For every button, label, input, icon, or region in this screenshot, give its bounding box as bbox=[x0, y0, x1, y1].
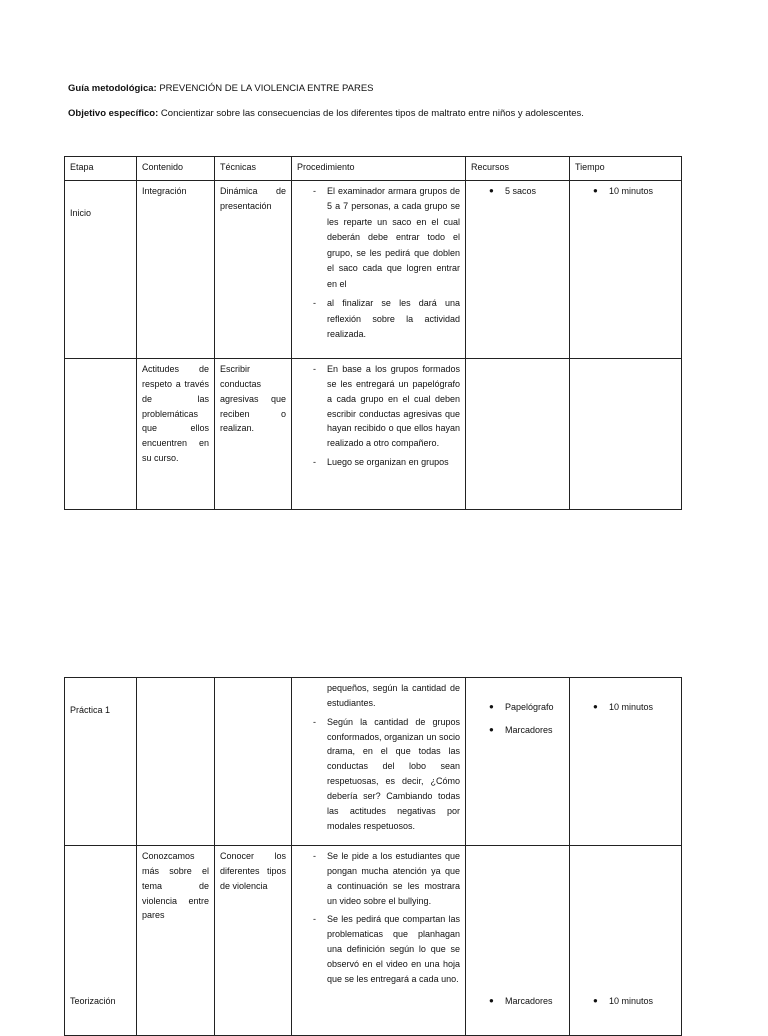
procedure-item: - El examinador armara grupos de 5 a 7 personas, a cada grupo se les reparte un saco en el cual deberán debe entrar todo el grupo, se les pedirá que doblen el saco cada que logren entrar en el bbox=[313, 186, 460, 289]
bullet-icon: ● bbox=[489, 996, 494, 1005]
header-tiempo: Tiempo bbox=[570, 157, 682, 181]
methodology-table-2 bbox=[64, 677, 682, 1036]
time-item: ● 10 minutos bbox=[575, 700, 676, 715]
cell-procedimiento bbox=[292, 359, 466, 510]
resource-item: ● Marcadores bbox=[471, 994, 564, 1009]
cell-contenido: Conozcamos más sobre el tema de violencia entre pares bbox=[137, 846, 215, 1036]
procedure-item: - En base a los grupos formados se les entregará un papelógrafo a cada grupo en el cual deben escribir conductas agresivas que hayan recibido o que ellos hayan realizado a otro compañero. bbox=[313, 364, 460, 449]
cell-tiempo bbox=[570, 678, 682, 846]
table-row-actitudes bbox=[65, 359, 682, 510]
cell-recursos bbox=[466, 678, 570, 846]
procedure-continuation: pequeños, según la cantidad de estudiantes. bbox=[327, 683, 460, 708]
bullet-icon: ● bbox=[489, 724, 494, 734]
cell-etapa bbox=[65, 359, 137, 510]
cell-procedimiento bbox=[292, 181, 466, 359]
cell-contenido: Integración bbox=[137, 181, 215, 359]
table-row-practica bbox=[65, 678, 682, 846]
bullet-icon: ● bbox=[593, 702, 598, 711]
cell-etapa bbox=[65, 678, 137, 846]
cell-procedimiento bbox=[292, 678, 466, 846]
table-header-row bbox=[65, 157, 682, 181]
objective-line bbox=[68, 108, 584, 119]
time-item: ● 10 minutos bbox=[575, 184, 676, 199]
header-recursos: Recursos bbox=[466, 157, 570, 181]
procedure-item: - Se le pide a los estudiantes que pongan mucha atención ya que a continuación se les mostrara un video sobre el bullying. bbox=[313, 851, 460, 906]
bullet-icon: ● bbox=[489, 702, 494, 711]
cell-recursos bbox=[466, 846, 570, 1036]
guide-value: PREVENCIÓN DE LA VIOLENCIA ENTRE PARES bbox=[159, 83, 374, 94]
procedure-item: - Según la cantidad de grupos conformados, organizan un socio drama, en el que todas las conductas del lobo sean respetuosas, es decir, ¿Cómo debería ser? Cambiando todas las actitudes negativas por modales respetuosos. bbox=[313, 716, 460, 831]
bullet-icon: ● bbox=[489, 186, 494, 195]
header-procedimiento: Procedimiento bbox=[292, 157, 466, 181]
header-etapa: Etapa bbox=[65, 157, 137, 181]
table-row-inicio bbox=[65, 181, 682, 359]
cell-tecnicas bbox=[215, 678, 292, 846]
etapa-text: Teorización bbox=[70, 996, 116, 1006]
cell-tiempo bbox=[570, 846, 682, 1036]
resource-item: ● Papelógrafo bbox=[471, 700, 564, 715]
procedure-item: - Se les pedirá que compartan las problematicas que planhagan una definición según lo que se observó en el video en una hoja que se les entregará a cada uno. bbox=[313, 914, 460, 984]
guide-title-line bbox=[68, 83, 374, 94]
cell-contenido bbox=[137, 678, 215, 846]
cell-tecnicas: Dinámica de presentación bbox=[215, 181, 292, 359]
bullet-icon: ● bbox=[593, 186, 598, 195]
procedure-item: - Luego se organizan en grupos bbox=[313, 457, 449, 468]
objective-label: Objetivo específico: bbox=[68, 108, 159, 119]
guide-label: Guía metodológica: bbox=[68, 83, 157, 94]
table-row-teorizacion bbox=[65, 846, 682, 1036]
objective-value: Concientizar sobre las consecuencias de los diferentes tipos de maltrato entre niños y adolescentes. bbox=[160, 108, 584, 119]
cell-tecnicas: Escribir conductas agresivas que reciben o realizan. bbox=[215, 359, 292, 510]
resource-item: ● 5 sacos bbox=[471, 184, 564, 199]
cell-tiempo bbox=[570, 181, 682, 359]
etapa-text: Inicio bbox=[70, 208, 92, 218]
cell-contenido: Actitudes de respeto a través de las problemáticas que ellos encuentren en su curso. bbox=[137, 359, 215, 510]
time-item: ● 10 minutos bbox=[575, 994, 676, 1009]
procedure-item: - al finalizar se les dará una reflexión sobre la actividad realizada. bbox=[313, 298, 460, 340]
header-contenido: Contenido bbox=[137, 157, 215, 181]
methodology-table-1 bbox=[64, 156, 682, 510]
cell-tecnicas: Conocer los diferentes tipos de violencia bbox=[215, 846, 292, 1036]
cell-etapa bbox=[65, 181, 137, 359]
etapa-text: Práctica 1 bbox=[70, 705, 111, 715]
cell-etapa bbox=[65, 846, 137, 1036]
bullet-icon: ● bbox=[593, 996, 598, 1005]
cell-tiempo bbox=[570, 359, 682, 510]
header-tecnicas: Técnicas bbox=[215, 157, 292, 181]
cell-recursos bbox=[466, 359, 570, 510]
cell-procedimiento bbox=[292, 846, 466, 1036]
resource-item: ● Marcadores bbox=[471, 723, 564, 738]
cell-recursos bbox=[466, 181, 570, 359]
